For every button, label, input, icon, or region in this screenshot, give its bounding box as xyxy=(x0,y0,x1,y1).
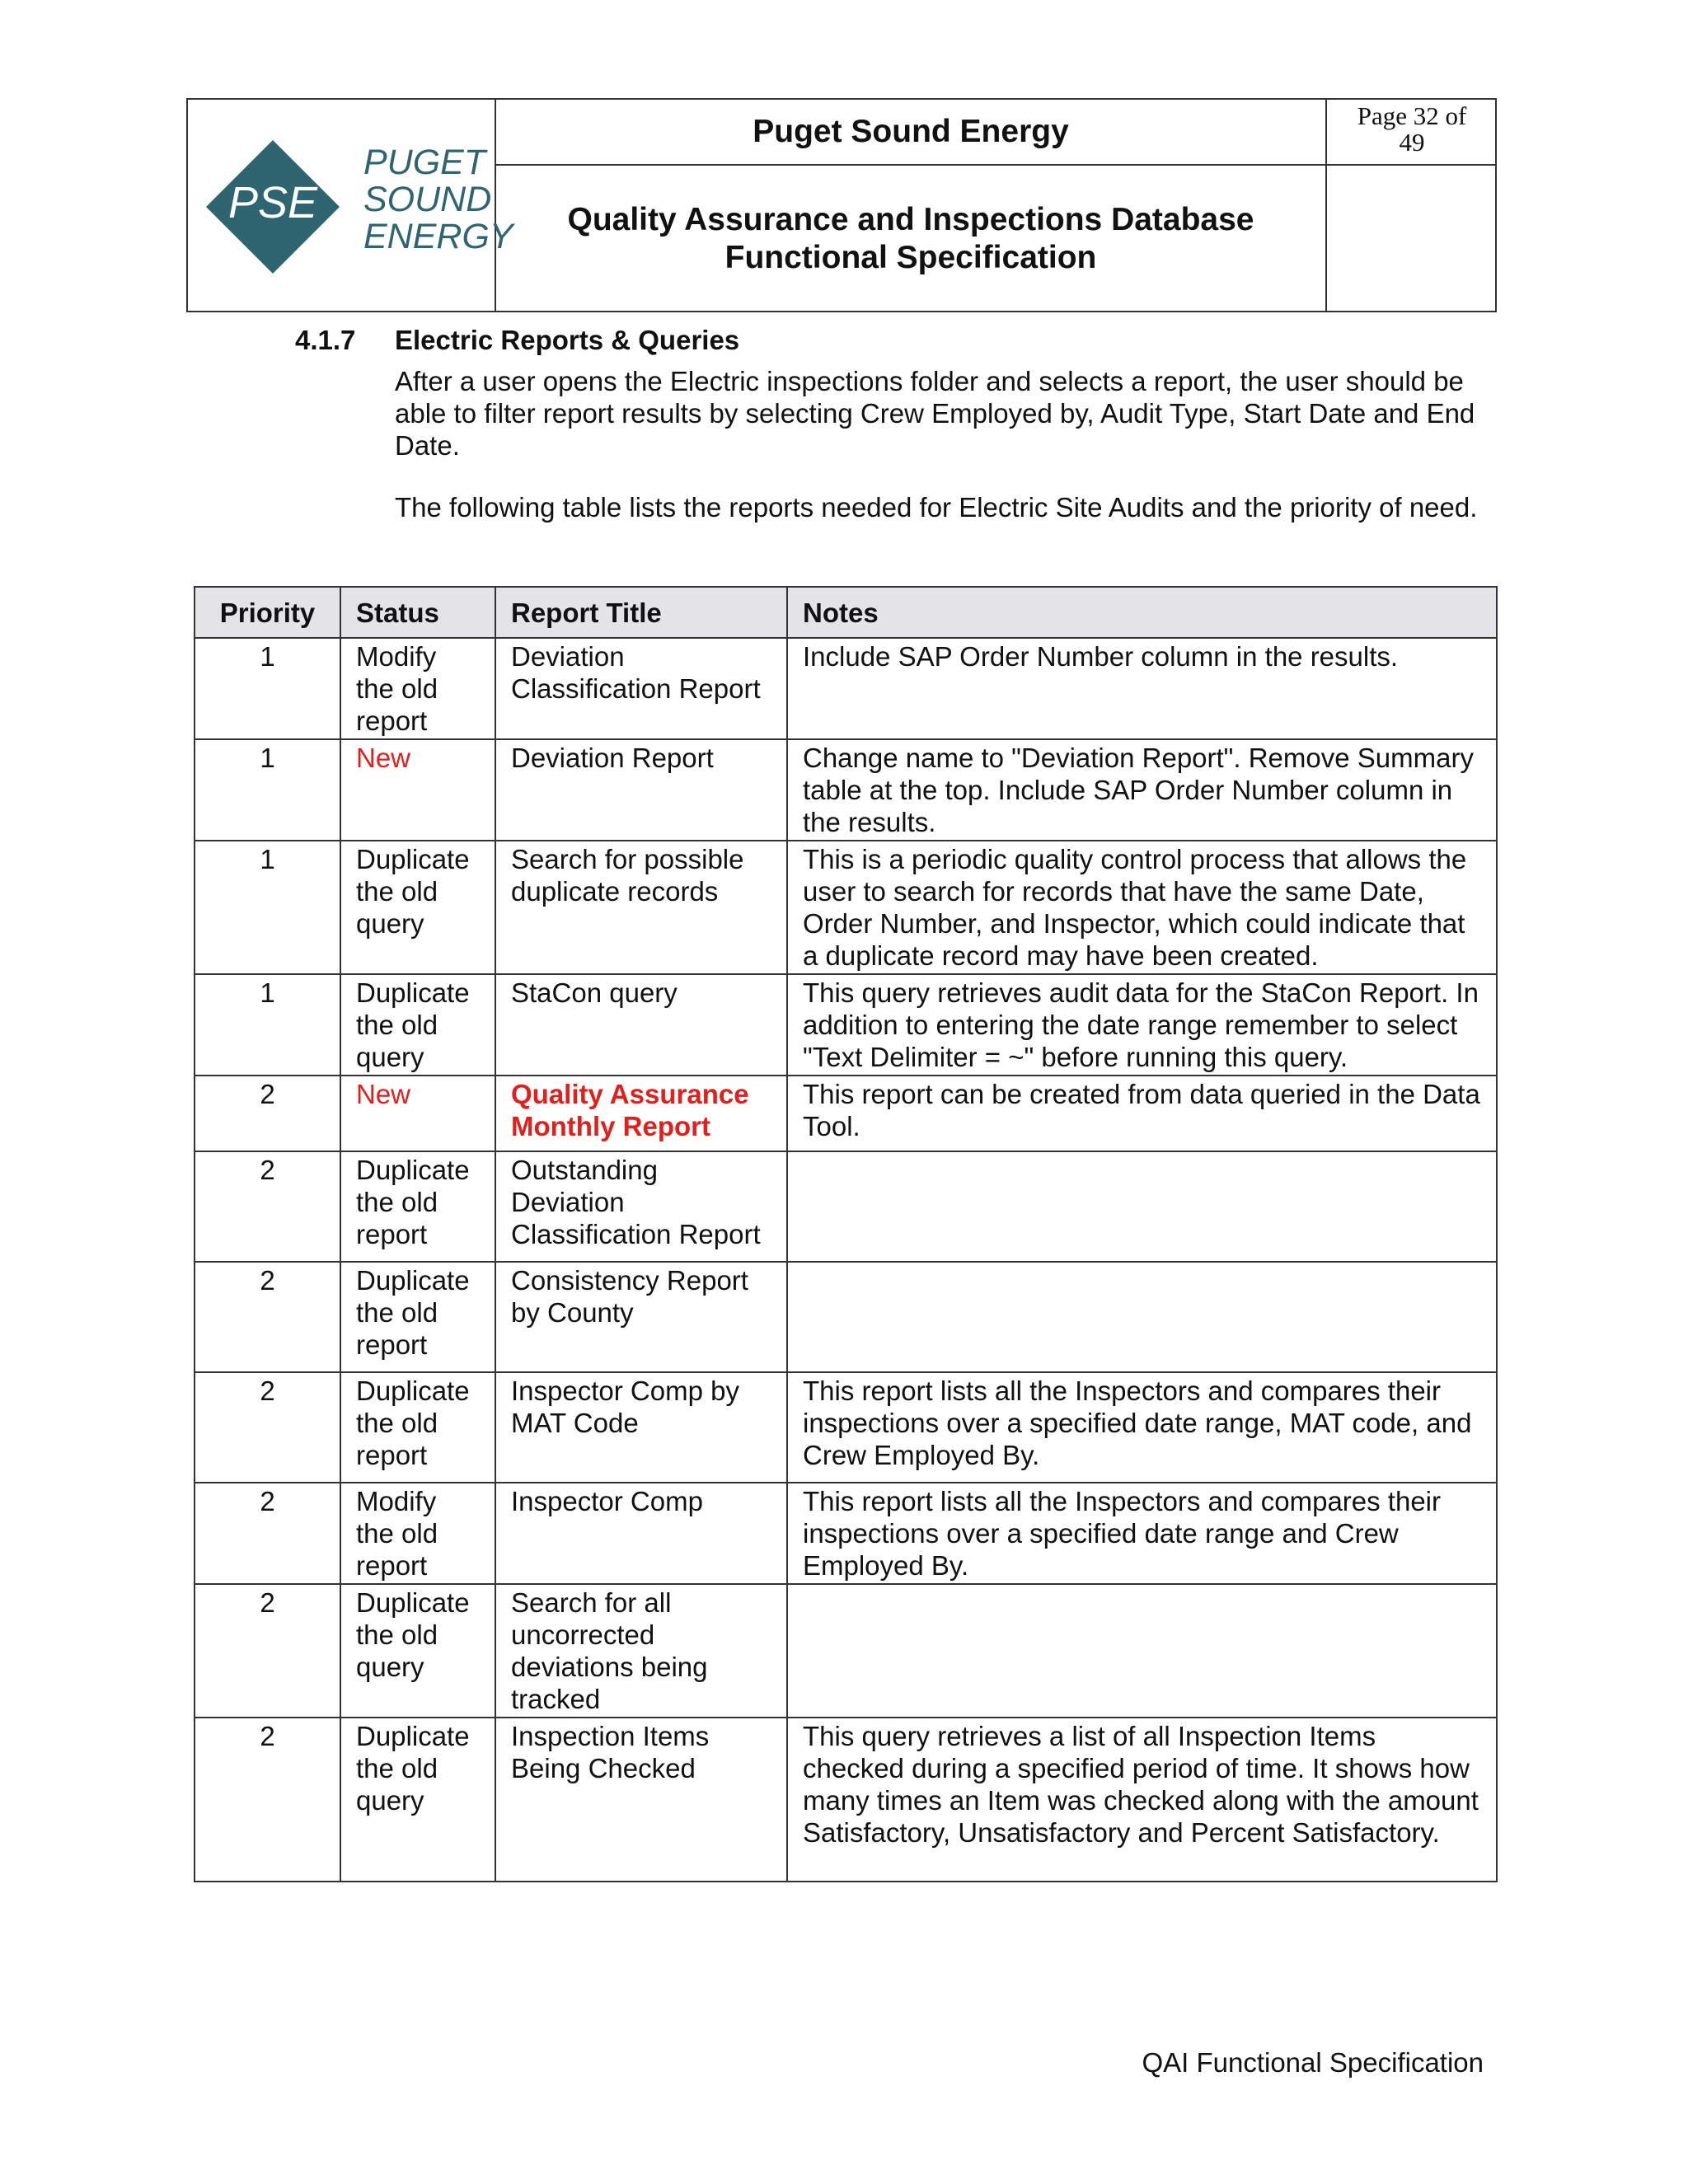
section-number: 4.1.7 xyxy=(295,325,356,355)
status-cell: Duplicate the old report xyxy=(340,1151,495,1262)
notes-cell: Include SAP Order Number column in the results. xyxy=(787,638,1497,739)
report-title-cell: Quality Assurance Monthly Report xyxy=(495,1076,787,1151)
table-row xyxy=(195,1262,1497,1372)
reports-table xyxy=(194,586,1498,1882)
page-number xyxy=(1327,100,1497,164)
notes-cell: Change name to "Deviation Report". Remove Summary table at the top. Include SAP Order Number column in the results. xyxy=(787,739,1497,841)
priority-cell: 2 xyxy=(195,1718,340,1882)
status-cell: Duplicate the old query xyxy=(340,974,495,1076)
report-title-cell: Consistency Report by County xyxy=(495,1262,787,1372)
report-title-cell: Outstanding Deviation Classification Report xyxy=(495,1151,787,1262)
report-title-cell: Deviation Report xyxy=(495,739,787,841)
logo-line1: PUGET xyxy=(363,143,486,182)
table-row xyxy=(195,739,1497,841)
status-cell: Duplicate the old query xyxy=(340,1718,495,1882)
document-title xyxy=(496,166,1325,312)
pse-logo xyxy=(203,137,513,277)
priority-cell: 2 xyxy=(195,1372,340,1483)
notes-cell xyxy=(787,1151,1497,1262)
priority-cell: 2 xyxy=(195,1262,340,1372)
notes-cell: This report lists all the Inspectors and compares their inspections over a specified date range, MAT code, and Crew Employed By. xyxy=(787,1372,1497,1483)
status-cell: New xyxy=(340,739,495,841)
notes-cell: This report lists all the Inspectors and compares their inspections over a specified date range and Crew Employed By. xyxy=(787,1483,1497,1584)
table-row xyxy=(195,1584,1497,1718)
section-paragraph: After a user opens the Electric inspections folder and selects a report, the user should be able to filter report results by selecting Crew Employed by, Audit Type, Start Date and End Date. xyxy=(395,366,1475,461)
table-row xyxy=(195,974,1497,1076)
report-title-cell: Deviation Classification Report xyxy=(495,638,787,739)
table-row xyxy=(195,638,1497,739)
column-header-notes: Notes xyxy=(787,587,1497,638)
section-paragraph: The following table lists the reports needed for Electric Site Audits and the priority of need. xyxy=(395,492,1478,523)
table-row xyxy=(195,1483,1497,1584)
column-header-priority: Priority xyxy=(195,587,340,638)
table-row xyxy=(195,1372,1497,1483)
report-title-cell: Search for possible duplicate records xyxy=(495,841,787,974)
table-header-row xyxy=(195,587,1497,638)
priority-cell: 1 xyxy=(195,739,340,841)
document-title-line2: Functional Specification xyxy=(724,240,1097,275)
report-title-cell: Inspector Comp by MAT Code xyxy=(495,1372,787,1483)
status-cell: Duplicate the old report xyxy=(340,1372,495,1483)
status-cell: Modify the old report xyxy=(340,1483,495,1584)
report-title-cell: Inspector Comp xyxy=(495,1483,787,1584)
section-title: Electric Reports & Queries xyxy=(395,325,740,355)
column-header-status: Status xyxy=(340,587,495,638)
report-title-cell: Inspection Items Being Checked xyxy=(495,1718,787,1882)
priority-cell: 2 xyxy=(195,1076,340,1151)
priority-cell: 1 xyxy=(195,974,340,1076)
logo-abbr: PSE xyxy=(227,178,318,227)
page-number-line2: 49 xyxy=(1399,128,1425,157)
page-footer: QAI Functional Specification xyxy=(1142,2047,1484,2078)
document-header xyxy=(186,98,1497,312)
report-title-cell: Search for all uncorrected deviations being tracked xyxy=(495,1584,787,1718)
notes-cell: This query retrieves audit data for the StaCon Report. In addition to entering the date range remember to select "Text Delimiter = ~" before running this query. xyxy=(787,974,1497,1076)
table-row xyxy=(195,1718,1497,1882)
notes-cell: This is a periodic quality control process that allows the user to search for records that have the same Date, Order Number, and Inspector, which could indicate that a duplicate record may have been created. xyxy=(787,841,1497,974)
status-cell: Duplicate the old query xyxy=(340,841,495,974)
status-cell: Modify the old report xyxy=(340,638,495,739)
company-name: Puget Sound Energy xyxy=(753,114,1069,149)
priority-cell: 1 xyxy=(195,841,340,974)
notes-cell: This report can be created from data queried in the Data Tool. xyxy=(787,1076,1497,1151)
page-number-line1: Page 32 of xyxy=(1357,101,1467,130)
priority-cell: 2 xyxy=(195,1151,340,1262)
document-title-line1: Quality Assurance and Inspections Database xyxy=(567,202,1254,237)
priority-cell: 1 xyxy=(195,638,340,739)
report-title-cell: StaCon query xyxy=(495,974,787,1076)
table-row xyxy=(195,841,1497,974)
logo-line3: ENERGY xyxy=(363,217,513,256)
logo-line2: SOUND xyxy=(363,180,492,219)
status-cell: Duplicate the old query xyxy=(340,1584,495,1718)
priority-cell: 2 xyxy=(195,1584,340,1718)
status-cell: Duplicate the old report xyxy=(340,1262,495,1372)
notes-cell: This query retrieves a list of all Inspection Items checked during a specified period of time. It shows how many times an Item was checked along with the amount Satisfactory, Unsatisfactory and Percent Satisfactory. xyxy=(787,1718,1497,1882)
column-header-report-title: Report Title xyxy=(495,587,787,638)
notes-cell xyxy=(787,1262,1497,1372)
notes-cell xyxy=(787,1584,1497,1718)
table-row xyxy=(195,1076,1497,1151)
status-cell: New xyxy=(340,1076,495,1151)
table-row xyxy=(195,1151,1497,1262)
priority-cell: 2 xyxy=(195,1483,340,1584)
